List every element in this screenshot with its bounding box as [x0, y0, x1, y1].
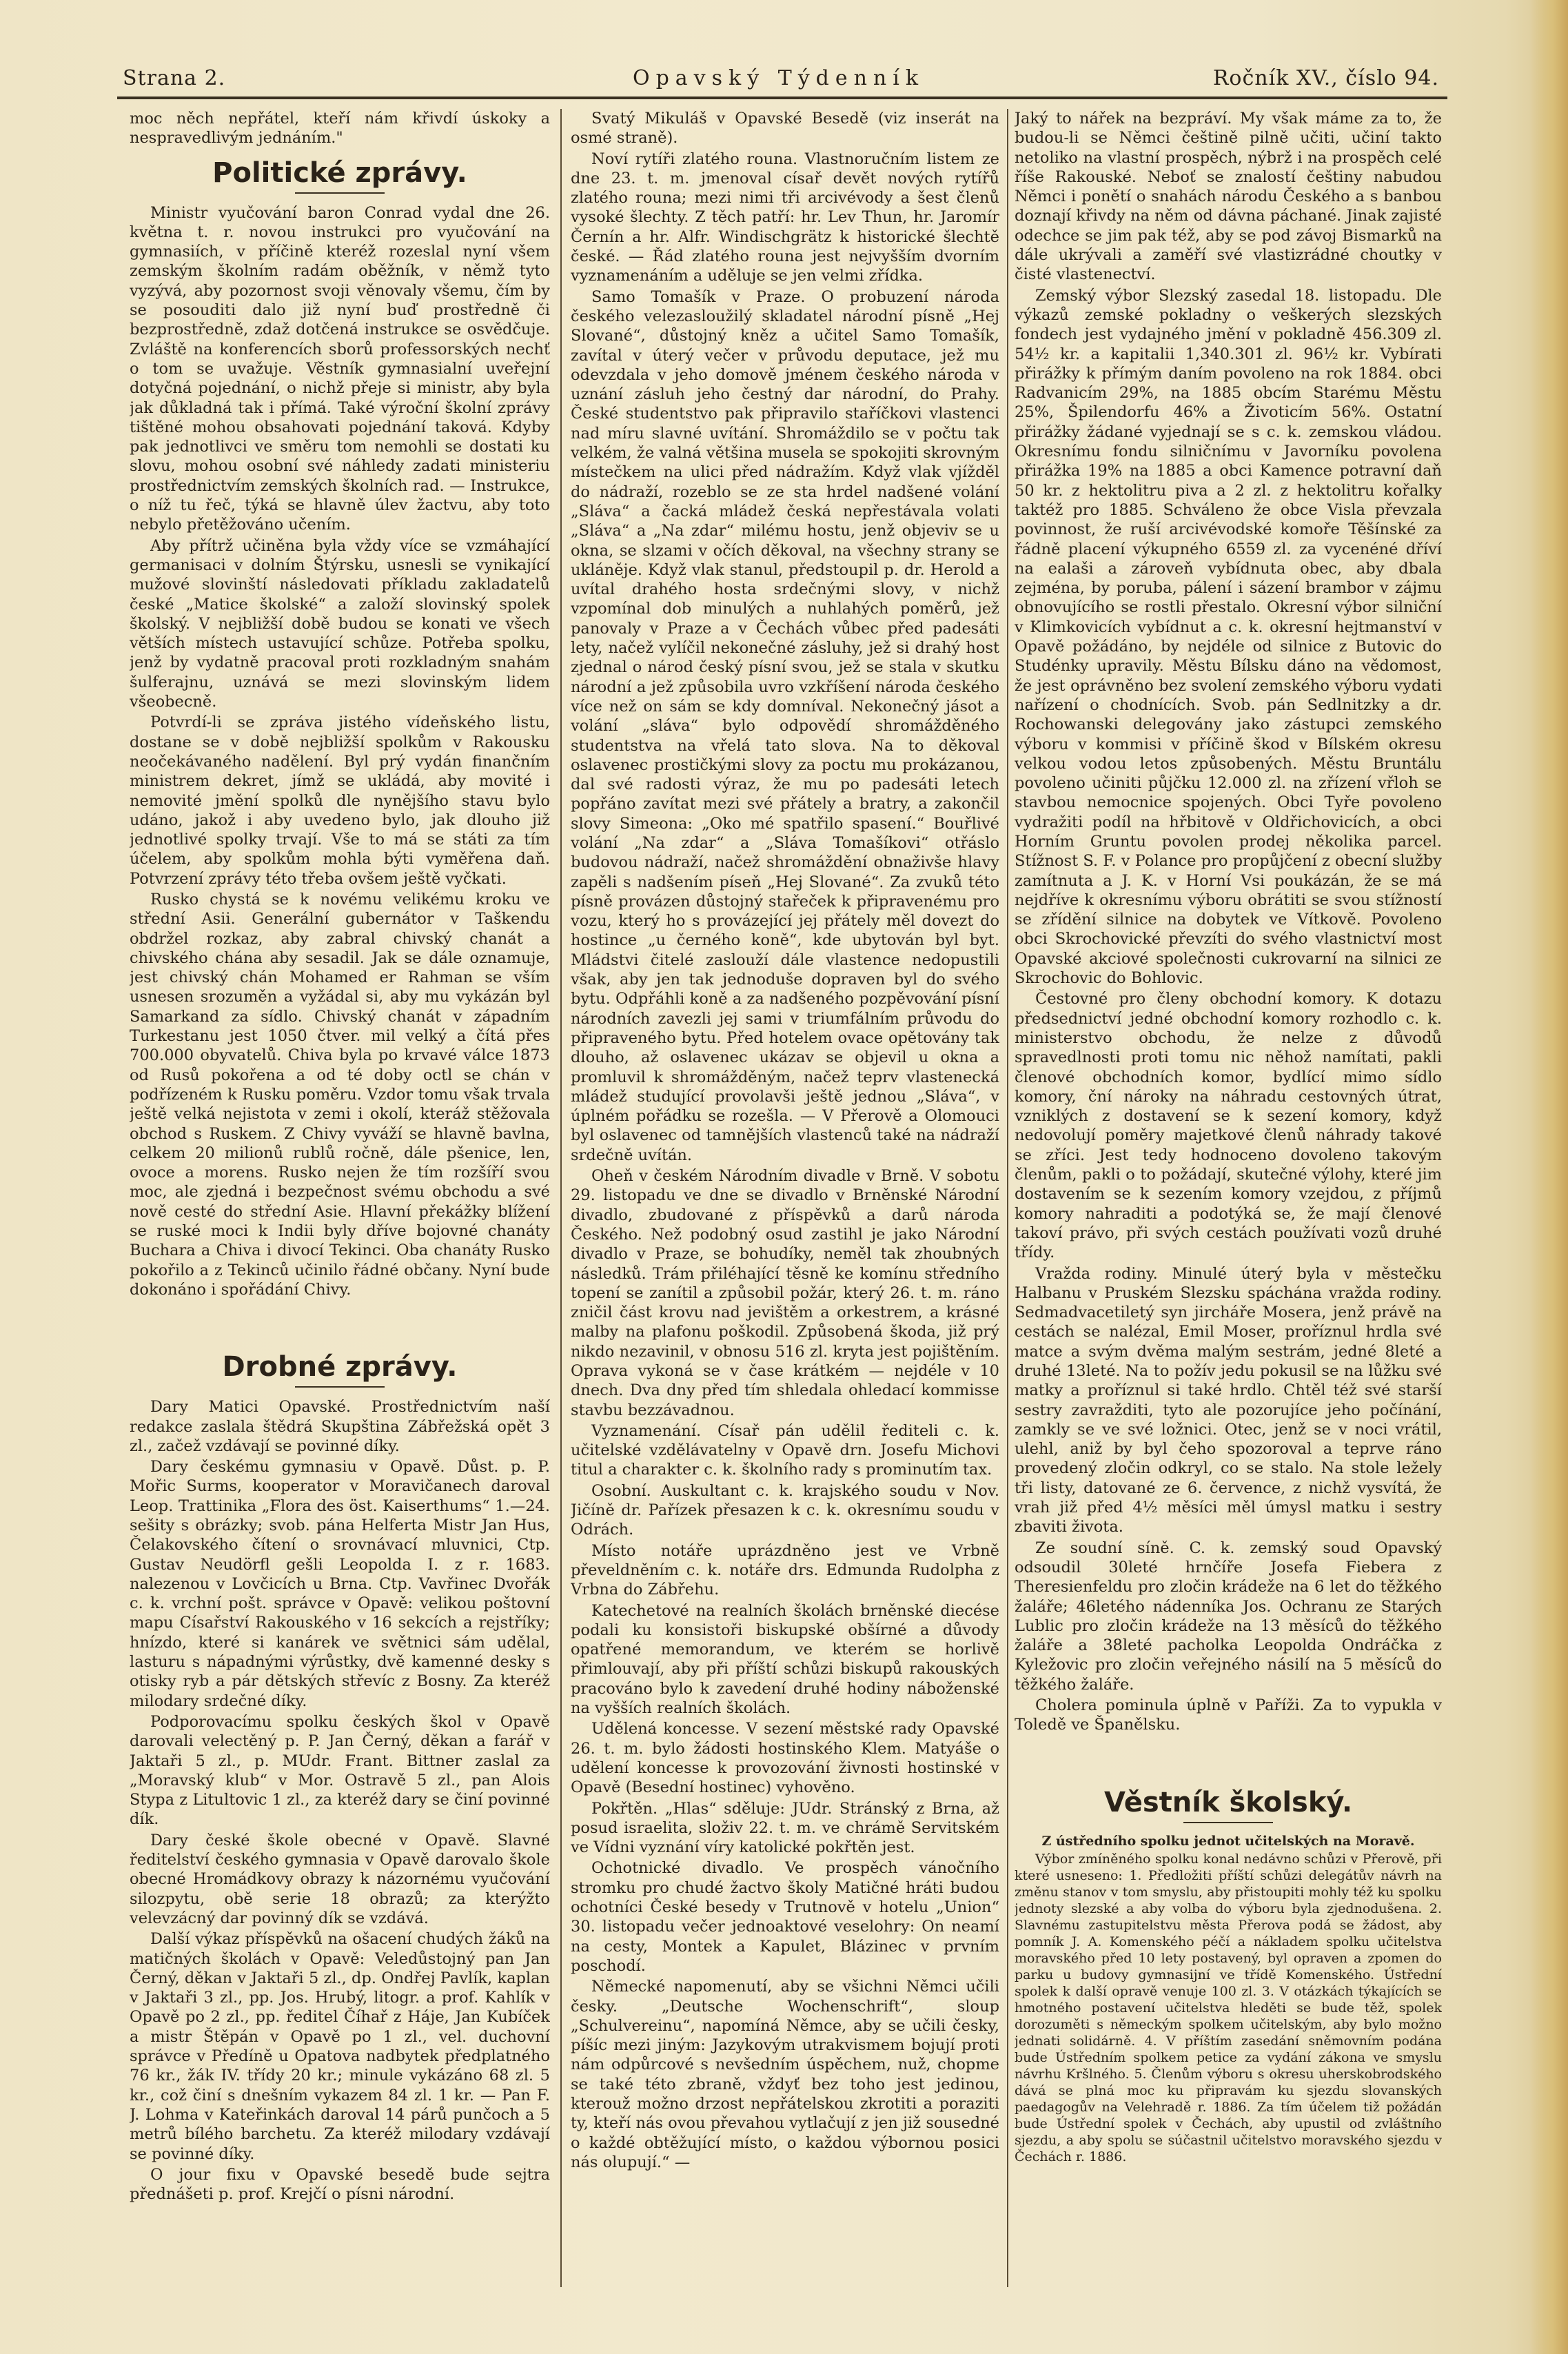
paragraph: Německé napomenutí, aby se všichni Němci učili česky. „Deutsche Wochenschrift“, sloup „Schulvereinu“, napomíná Němce, aby se učili česky, píšíc mezi jiným: Jazykovým utrakvismem bojují proti nám odpůrcové s nevšedním úspěchem, nuž, chopme se také této zbraně, vždyť bez toho jest jedinou, kterouž možno drzost nepřátelskou zkrotiti a poraziti ty, kteří nás ovou převahou vytlačují z jen již sousedné o každé obtěžující místo, o každou výbornou posici nás olupují.“ —	[571, 1978, 999, 2171]
paragraph: Osobní. Auskultant c. k. krajského soudu v Nov. Jičíně dr. Pařízek přesazen k c. k. okresnímu soudu v Odrách.	[571, 1481, 999, 1539]
column-rule-1	[560, 109, 562, 2287]
page-number: Strana 2.	[123, 66, 226, 90]
section-title-politics: Politické zprávy.	[212, 156, 467, 189]
section-rule	[295, 192, 385, 194]
running-head	[123, 63, 1439, 95]
column-rule-2	[1007, 109, 1008, 2287]
paragraph: Dary Matici Opavské. Prostřednictvím naší redakce zaslala štědrá Skupština Zábřežská opět 3 zl., začež vzdávají se povinné díky.	[130, 1398, 550, 1455]
paragraph: Podporovacímu spolku českých škol v Opavě darovali velectěný p. P. Jan Černý, děkan a farář v Jaktaři 5 zl., p. MUdr. Frant. Bittner zaslal za „Moravský klub“ v Mor. Ostravě 5 zl., pan Alois Stypa z Litultovic 1 zl., za kteréž dary se činí povinné dík.	[130, 1712, 550, 1829]
column-2	[571, 109, 999, 2280]
paragraph: Aby přítrž učiněna byla vždy více se vzmáhající germanisaci v dolním Štýrsku, usnesli se vynikající mužové slovinští následovati příkladu zakladatelů české „Matice školské“ a založí slovinský spolek školský. V nejbližší době budou se konati ve všech větších místech ustavující schůze. Potřeba spolku, jenž by vydatně pracoval proti rozkladným snahám šulferajnu, uznává se mezi slovinským lidem všeobecně.	[130, 536, 550, 711]
paragraph: moc něch nepřátel, kteří nám křivdí úskoky a nespravedlivým jednáním."	[130, 110, 550, 148]
paragraph: Ze soudní síně. C. k. zemský soud Opavský odsoudil 30leté hrnčíře Josefa Fiebera z Theresienfeldu pro zločin krádeže na 6 let do těžkého žaláře; 46letého nádenníka Jos. Ochranu ze Starých Lublic pro zločin krádeže na 13 měsíců do těžkého žaláře a 38leté pacholka Leopolda Ondráčka z Kyležovic pro zločin veřejného násilí na 5 měsíců do těžkého žaláře.	[1015, 1539, 1442, 1694]
column-3	[1015, 109, 1442, 2280]
paragraph: Vyznamenání. Císař pán udělil řediteli c. k. učitelské vzdělávatelny v Opavě drn. Josefu Michovi titul a charakter c. k. školního rady s prominutím tax.	[571, 1421, 999, 1479]
paragraph: Místo notáře uprázdněno jest ve Vrbně převeldněním c. k. notáře drs. Edmunda Rudolpha z Vrbna do Zábřehu.	[571, 1541, 999, 1599]
paragraph: Ministr vyučování baron Conrad vydal dne 26. května t. r. novou instrukci pro vyučování na gymnasiích, v příčině kteréž rozeslal nyní všem zemským školním radám oběžník, v němž tyto vyzývá, aby pozornost svoji věnovaly všemu, čím by se posouditi dalo již nyní buď prostředně či bezprostředně, zdaž dotčená instrukce se osvědčuje. Zvláště na konferencích sborů professorských nechť o tom se uvažuje. Věstník gymnasialní uveřejní dotyčná pojednání, o nichž přeje si ministr, aby byla jak důkladná tak i přímá. Také výroční školní zprávy tištěné mohou obsahovati pojednání taková. Kdyby pak jednotlivci ve směru tom nemohli se dostati ku slovu, mohou osobní své náhledy zadati ministeriu prostřednictvím zemských školních rad. — Instrukce, o níž tu řeč, týká se hlavně úlev žactvu, aby toto nebylo přetěžováno učením.	[130, 203, 550, 534]
paragraph: Noví rytíři zlatého rouna. Vlastnoručním listem ze dne 23. t. m. jmenoval císař devět nových rytířů zlatého rouna; mezi nimi tři arcivévody a šest členů vysoké šlechty. Z těch patří: hr. Lev Thun, hr. Jaromír Černín a hr. Alfr. Windischgrätz k historické šlechtě české. — Řád zlatého rouna jest nejvyšším dvorním vyznamenáním a uděluje se jen velmi zřídka.	[571, 150, 999, 285]
paragraph: Svatý Mikuláš v Opavské Besedě (viz inserát na osmé straně).	[571, 110, 999, 148]
paragraph: O jour fixu v Opavské besedě bude sejtra přednášeti p. prof. Krejčí o písni národní.	[130, 2165, 550, 2204]
paragraph: Výbor zmíněného spolku konal nedávno schůzi v Přerově, při které usneseno: 1. Předložiti příští schůzi delegátův návrh na změnu stanov v tom smyslu, aby přistoupiti mohly též ku spolku jednoty slezské a aby volba do výboru byla zjednodušena. 2. Slavnému zastupitelstvu města Přerova podá se žádost, aby pomník J. A. Komenského péčí a nákladem spolku učitelstva moravského před 10 lety postavený, byl opraven a zpomen do parku u budovy gymnasijní ve třídě Komenského. Ústřední spolek k další opravě venuje 100 zl. 3. V otázkách týkajících se hmotného postavení učitelstva hleděti se bude těž, spolek dorozuměti s německým spolkem učitelským, aby bylo možno jednati solidárně. 4. V příštím zasedání sněmovním podána bude Ústředním spolkem petice za vydání zákona ve smyslu návrhu Kršlného. 5. Členům výboru s okresu uherskobrodského dává se plná moc ku připravám ku sjezdu slovanských paedagogův na Velehradě r. 1886. Za tím účelem tiž požádán bude Ústřední spolek v Čechách, aby upustil od zvláštního sjezdu, a aby spolu se súčastnil učitelstvo moravského sjezdu v Čechách r. 1886.	[1015, 1851, 1442, 2164]
paragraph: Vražda rodiny. Minulé úterý byla v městečku Halbanu v Pruském Slezsku spáchána vražda rodiny. Sedmadvacetiletý syn jircháře Mosera, jenž právě na cestách se nalézal, Emil Moser, proříznul hrdla své matce a svým dvěma malým sestrám, jedné 8leté a druhé 13leté. Na to požív jedu pokusil se na lůžku své matky a proříznul si také hrdlo. Chtěl též své starší sestry zavražditi, tyto ale pozorujíce jeho počínání, zamkly se ve své ložnici. Otec, jenž se v noci vrátil, ulehl, aniž by byl čeho spozoroval a teprve ráno provedený zločin odkryl, co se stalo. Na stole ležely tři listy, datované ze 6. července, z nichž vysvítá, že vrah již před 4½ měsíci měl úmysl matku i sestry zbaviti života.	[1015, 1264, 1442, 1536]
paragraph: Zemský výbor Slezský zasedal 18. listopadu. Dle výkazů zemské pokladny o veškerých slezských fondech jest vydajného jmění v pokladně 456.309 zl. 54½ kr. a kapitalii 1,340.301 zl. 96½ kr. Vybírati přirážky k přímým daním povoleno na rok 1884. obci Radvanicím 29%, na 1885 obcím Starému Městu 25%, Špilendorfu 46% a Životicím 56%. Ostatní přirážky žádané vyjednají se s c. k. zemskou vládou. Okresnímu fondu silničnímu v Javorníku povolena přirážka 19% na 1885 a obci Kamence potravní daň 50 kr. z hektolitru piva a 2 zl. z hektolitru kořalky taktéž pro 1885. Schváleno že obce Visla převzala povinnost, že ruší arcivévodské komoře Těšínské za řádně placení výkupného 6559 zl. za vycenéné dříví na ealaši a zároveň vybídnuta obec, aby dbala zejména, by poruba, pálení i sázení brambor v zájmu obnovujícího se rostli přestalo. Okresní výbor silniční v Klimkovicích vybídnut a c. k. okresní hejtmanství v Opavě požádáno, by nejdéle od silnice z Butovic do Studénky upravily. Městu Bílsku dáno na vědomost, že jest oprávněno bez svolení zemského výboru vydati nařízení o chodnících. Svob. pán Sedlnitzky a dr. Rochowanski delegovány jako zástupci zemského výboru v kommisi v příčině škod v Bílském okresu velkou vodou letos způsobených. Městu Bruntálu povoleno učiniti půjčku 12.000 zl. na zřízení vřloh se stavbou nemocnice spojených. Obci Tyře povoleno vydražiti podíl na hřbitově v Oldřichovicích, a obci Horním Gruntu povolen prodej několika parcel. Stížnost S. F. v Polance pro propůjčení z obecní služby zamítnuta a J. K. v Horní Vsi poukázán, že se má nejdříve k okresnímu výboru obrátiti se svou stížností se zřídění silnice na dobytek ve Vítkově. Povoleno obci Skrochovické převzíti do svého vlastnictví most Opavské akciové společnosti cukrovarní na silnici ze Skrochovic do Bohlovic.	[1015, 286, 1442, 988]
paragraph: Oheň v českém Národním divadle v Brně. V sobotu 29. listopadu ve dne se divadlo v Brněnské Národní divadlo, zbudované z příspěvků a darů národa Českého. Než podobný osud zastihl je jako Národní divadlo v Praze, se bohudíky, neměl tak zhoubných následků. Trám přiléhající těsně ke komínu středního topení se zanítil a způsobil požár, který 26. t. m. ráno zničil část krovu nad jevištěm a orkestrem, a krásné malby na plafonu poškodil. Způsobená škoda, již prý nikdo nezavinil, v obnosu 516 zl. kryta jest pojištěním. Oprava vykoná se v čase krátkém — nejdéle v 10 dnech. Dva dny před tím shledala ohledací kommisse stavbu bezzávadnou.	[571, 1167, 999, 1419]
section-title-school: Věstník školský.	[1103, 1786, 1353, 1818]
paragraph: Čestovné pro členy obchodní komory. K dotazu předsednictví jedné obchodní komory rozhodlo c. k. ministerstvo obchodu, že nelze z důvodů spravedlnosti proti tomu nic něhož namítati, pakli členové obchodních komor, bydlící mimo sídlo komory, ční nároky na náhradu cestovných útrat, vzniklých z dostavení se k sezení komory, když nedovolují poměry majetkové členů náhrady takové se zříci. Jest tedy hodnoceno dovoleno takovým členům, pakli o to požádají, skutečné výlohy, které jim dostavením se k sezením komory vzejdou, z příjmů komory nahraditi a podotýká se, že mají členové takoví právo, při svých cestách používati vozů druhé třídy.	[1015, 990, 1442, 1262]
paragraph: Dary české škole obecné v Opavě. Slavné ředitelství českého gymnasia v Opavě darovalo škole obecné Hromádkovy obrazy k názornému vyučování silozpytu, obě serie 18 obrazů; za kterýžto velevzácný dar povinný dík se vzdává.	[130, 1831, 550, 1927]
section-rule	[1183, 1822, 1273, 1823]
column-1	[130, 109, 550, 2280]
section-title-small-news: Drobné zprávy.	[222, 1351, 458, 1383]
paragraph: Další výkaz příspěvků na ošacení chudých žáků na matičných školách v Opavě: Veledůstojný pan Jan Černý, děkan v Jaktaři 5 zl., dp. Ondřej Pavlík, kaplan v Jaktaři 3 zl., pp. Jos. Hrubý, litogr. a prof. Kahlík v Opavě po 2 zl., pp. ředitel Číhař z Háje, Jan Kubíček a mistr Štěpán v Opavě po 1 zl., vel. duchovní správce v Předíně u Opatova nadbytek předplatného 76 kr., žák IV. třídy 20 kr.; minule vykázáno 68 zl. 5 kr., což činí s dnešním vykazem 84 zl. 1 kr. — Pan F. J. Lohma v Kateřinkách daroval 14 párů punčoch a 5 metrů bílého barchetu. Za kteréž milodary vzdávají se povinné díky.	[130, 1930, 550, 2163]
header-rule	[117, 97, 1447, 99]
paragraph: Cholera pominula úplně v Paříži. Za to vypukla v Toledě ve Španělsku.	[1015, 1696, 1442, 1734]
paragraph: Katechetové na realních školách brněnské diecése podali ku konsistoři biskupské obšírné a důvody opatřené memorandum, ve kterém se horlivě přimlouvají, aby při příští schůzi biskupů rakouských pracováno bylo k zavedení druhé hodiny náboženské na vyšších realních školách.	[571, 1601, 999, 1718]
paragraph: Jaký to nářek na bezpráví. My však máme za to, že budou-li se Němci češtině pilně učiti, učiní takto netoliko na vlastní prospěch, nýbrž i na prospěch celé říše Rakouské. Neboť se znalostí češtiny nabudou Němci i ponětí o snahách národu Českého a s banbou doznají křivdy na něm od dávna páchané. Jinak zajisté odechce se jim pak též, aby se pod závoj Bismarků na dále ukrývali a zaměří své vlastizrádné choutky v čisté vlastenectví.	[1015, 110, 1442, 284]
section-rule	[295, 1386, 385, 1388]
issue-info: Ročník XV., číslo 94.	[1212, 66, 1439, 90]
spacer	[130, 1301, 550, 1342]
paragraph: Udělená koncesse. V sezení městské rady Opavské 26. t. m. bylo žádosti hostinského Klem. Matyáše o udělení koncesse k provozování živnosti hostinské v Opavě (Besední hostinec) vyhověno.	[571, 1720, 999, 1797]
paragraph: Ochotnické divadlo. Ve prospěch vánočního stromku pro chudé žactvo školy Matičné hráti budou ochotníci České besedy v Trutnově v hotelu „Union“ 30. listopadu večer jednoaktové veselohry: On neamí na cesty, Montek a Kapulet, Blázinec v prvním poschodí.	[571, 1859, 999, 1975]
spacer	[1015, 1736, 1442, 1778]
paragraph: Samo Tomašík v Praze. O probuzení národa českého velezasloužilý skladatel národní písně „Hej Slované“, důstojný kněz a učitel Samo Tomašík, zavítal v úterý večer v průvodu deputace, jež mu odevzdala v jeho domově jménem českého národa v uznání zásluh jeho čestný dar národní, do Prahy. České studentstvo pak připravilo staříčkovi vlastenci nad míru slavné uvítání. Shromáždilo se v počtu tak velkém, že valná většina musela se spokojiti skrovným místečkem na ulici před nádražím. Když vlak vjížděl do nádraží, rozeblo se ze sta hrdel nadšené volání „Sláva“ a čacká mládež česká nepřestávala volati „Sláva“ a „Na zdar“ milému hostu, jenž objeviv se u okna, se slzami v očích děkoval, na všechny strany se ukláněje. Když vlak stanul, předstoupil p. dr. Herold a uvítal drahého hosta srdečnými slovy, v nichž vzpomínal dob minulých a nuhlahých poměrů, jež panovaly v Praze a v Čechách vůbec před padesáti lety, načež vylíčil nekonečné zásluhy, jež si drahý host zjednal o národ český písní svou, jež se stala v skutku národní a jež způsobila uvro vzkříšení národa českého více než on sám se kdy domníval. Nekonečný jásot a volání „sláva“ bylo odpovědí shromážděného studentstva na vřelá tato slova. Na to děkoval oslavenec prostičkými slovy za poctu mu prokázanou, dal své radosti výraz, že mu po padesáti letech popřáno zavítat mezi své přátely a bratry, a zakončil slovy Simeona: „Oko mé spatřilo spasení.“ Bouřlivé volání „Na zdar“ a „Sláva Tomašíkovi“ otřáslo budovou nádraží, načež shromáždění obnaživše hlavy zapěli s nadšením píseň „Hej Slované“. Za zvuků této písně provázen důstojný stařeček k připravenému pro vozu, který ho s provázející jej přátely měl dovezt do hostince „u černého koně“, kde ubytován byl byt. Mládstvi čitelé zaslouží dále vlastence nedopustili však, aby jen tak jednoduše dopraven byl do svého bytu. Odpřáhli koně a za nadšeného pozpěvování písní národních zavezli jej sami v triumfálním průvodu do připraveného bytu. Před hotelem ovace opětovány tak dlouho, až oslavenec ukázav se objevil u okna a promluvil k shromážděným, načež teprv vlastenecká mládež studující provolavši ještě jednou „Sláva“, v úplném pořádku se rozešla. — V Přerově a Olomouci byl oslavenec od tamnějších vlastenců také na nádraží srdečně uvítán.	[571, 287, 999, 1164]
subsection-title: Z ústředního spolku jednot učitelských na Moravě.	[1041, 1833, 1415, 1849]
page-edge-yellowing	[1530, 0, 1568, 2354]
paragraph: Dary českému gymnasiu v Opavě. Důst. p. P. Mořic Surms, kooperator v Moravičanech daroval Leop. Trattinika „Flora des öst. Kaiserthums“ 1.—24. sešity s obrázky; svob. pána Helferta Mistr Jan Hus, Čelakovského čítení o srovnávací mluvnici, Ctp. Gustav Neudörfl gešli Leopolda I. z r. 1683. nalezenou v Lovčicích u Brna. Ctp. Vavřinec Dvořák c. k. vrchní pošt. správce v Opavě: velikou poštovní mapu Císařství Rakouského v 16 sekcích a rejstříky; hnízdo, které si kanárek ve světnici sám udělal, lasturu s nápadnými výrůstky, dvě kamenné desky s otisky ryb a pár dětských střevíc z Bosny. Za kteréž milodary srdečné díky.	[130, 1458, 550, 1710]
paragraph: Pokřtěn. „Hlas“ sděluje: JUdr. Stránský z Brna, až posud israelita, složiv 22. t. m. ve chrámě Servitském ve Vídni vyznání víry katolické pokřtěn jest.	[571, 1799, 999, 1857]
newspaper-title: Opavský Týdenník	[633, 66, 925, 90]
paragraph: Potvrdí-li se zpráva jistého vídeňského listu, dostane se v době nejbližší spolkům v Rakousku neočekávaného nadělení. Byl prý vydán finančním ministrem dekret, jímž se ukládá, aby movité i nemovité jmění spolků dle nynějšího stavu bylo udáno, jakož i aby uvedeno bylo, jak dlouho již jednotlivé spolky trvají. Vše to má se státi za tím účelem, aby spolkům mohla býti vyměřena daň. Potvrzení zprávy této třeba ovšem ještě vyčkati.	[130, 713, 550, 888]
paragraph: Rusko chystá se k novému velikému kroku ve střední Asii. Generální gubernátor v Taškendu obdržel rozkaz, aby zabral chivský chanát a chivského chána aby sesadil. Jak se dále oznamuje, jest chivský chán Mohamed er Rahman se vším usnesen srozuměn a vyžádal si, aby mu vykázán byl Samarkand za sídlo. Chivský chanát v západním Turkestanu jest 1050 čtver. mil velký a čítá přes 700.000 obyvatelů. Chiva byla po krvavé válce 1873 od Rusů pokořena a od té doby octl se chán v podřízeném k Rusku poměru. Vzdor tomu však trvala ještě velká nejistota v zemi i okolí, kteráž stěžovala obchod s Ruskem. Z Chivy vyváží se hlavně bavlna, celkem 20 milionů rublů ročně, dále pšenice, len, ovoce a morens. Rusko nejen že tím rozšíří svou moc, ale zjedná i bezpečnost svému obchodu a své nově cesté do střední Asie. Hlavní překážky blížení se ruské moci k Indii byly dříve bojovné chanáty Buchara a Chiva i divocí Tekinci. Oba chanáty Rusko pokořilo a z Tekinců učinilo řádné občany. Nyní bude dokonáno i spořádání Chivy.	[130, 890, 550, 1299]
